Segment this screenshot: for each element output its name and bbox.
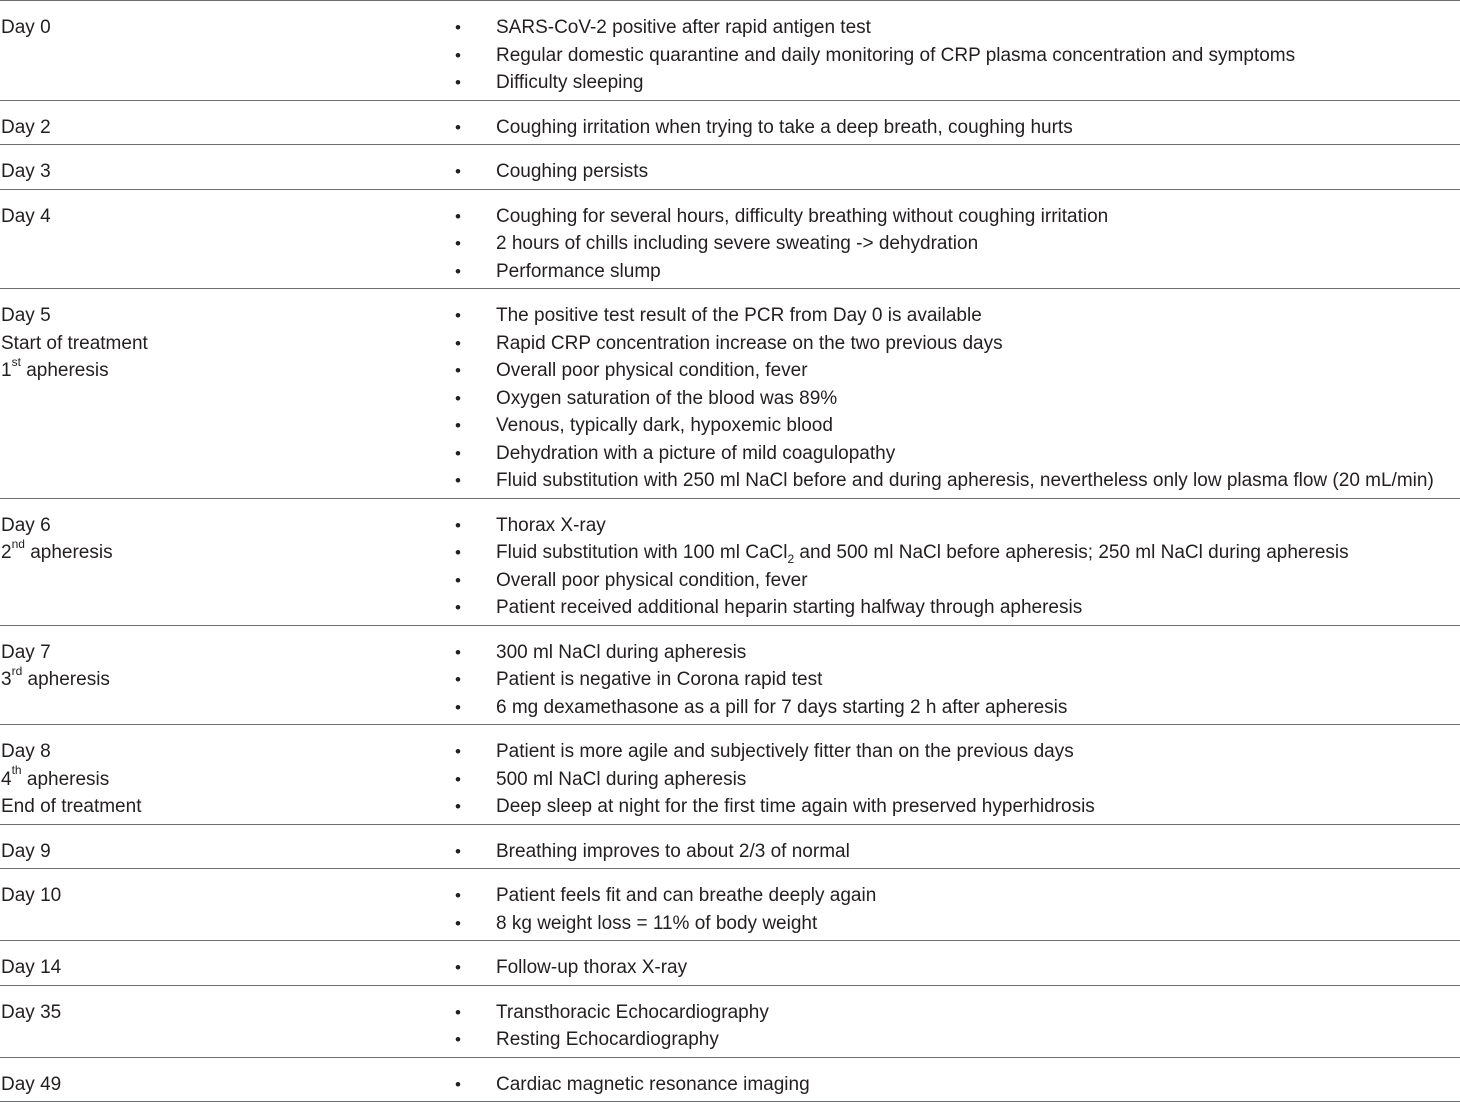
event-list-item (455, 1026, 1460, 1054)
day-label-text: apheresis (25, 542, 113, 563)
day-label-cell (1, 738, 441, 821)
day-label-line (1, 1071, 441, 1099)
event-text: Patient is more agile and subjectively fitter than on the previous days (496, 738, 1074, 766)
event-text-part: and 500 ml NaCl before apheresis; 250 ml NaCl during apheresis (794, 542, 1348, 563)
event-list-item (455, 1071, 1460, 1099)
day-label-line (1, 114, 441, 142)
events-cell (455, 512, 1460, 622)
event-text: Oxygen saturation of the blood was 89% (496, 385, 837, 413)
event-list-item (455, 999, 1460, 1027)
ordinal-suffix: th (12, 763, 22, 777)
day-label-line (1, 302, 441, 330)
timeline-row-inner (0, 190, 1460, 289)
events-cell (455, 838, 1460, 866)
day-label-line (1, 203, 441, 231)
events-cell (455, 999, 1460, 1054)
day-label-text: Day 0 (1, 17, 51, 38)
bullet-icon: • (455, 694, 467, 722)
day-label-text: Day 14 (1, 957, 61, 978)
bullet-icon: • (455, 539, 467, 567)
timeline-row (0, 869, 1460, 941)
day-label-cell (1, 999, 441, 1027)
timeline-row-inner (0, 1, 1460, 100)
day-label-text: apheresis (22, 769, 110, 790)
day-label-cell (1, 882, 441, 910)
day-label-line (1, 838, 441, 866)
event-text: Cardiac magnetic resonance imaging (496, 1071, 810, 1099)
day-label-text: Day 49 (1, 1074, 61, 1095)
event-list-item (455, 512, 1460, 540)
day-label-line (1, 357, 441, 385)
timeline-row (0, 626, 1460, 726)
event-list-item (455, 14, 1460, 42)
bullet-icon: • (455, 999, 467, 1027)
event-text: Resting Echocardiography (496, 1026, 719, 1054)
bullet-icon: • (455, 882, 467, 910)
event-text: Transthoracic Echocardiography (496, 999, 769, 1027)
events-cell (455, 882, 1460, 937)
event-list-item (455, 882, 1460, 910)
events-cell (455, 203, 1460, 286)
event-list-item (455, 766, 1460, 794)
event-text: Deep sleep at night for the first time again with preserved hyperhidrosis (496, 793, 1095, 821)
timeline-row-inner (0, 145, 1460, 189)
event-list-item (455, 838, 1460, 866)
event-text: Dehydration with a picture of mild coagulopathy (496, 440, 895, 468)
event-list-item (455, 42, 1460, 70)
event-text-part: Fluid substitution with 100 ml CaCl (496, 542, 787, 563)
day-label-line (1, 766, 441, 794)
day-label-cell (1, 14, 441, 42)
event-text: Patient received additional heparin starting halfway through apheresis (496, 594, 1082, 622)
event-list-item (455, 69, 1460, 97)
day-label-text: Day 4 (1, 206, 51, 227)
event-list-item (455, 666, 1460, 694)
event-text: Overall poor physical condition, fever (496, 357, 808, 385)
event-list-item (455, 158, 1460, 186)
day-label-text: Day 3 (1, 161, 51, 182)
bullet-icon: • (455, 412, 467, 440)
event-list-item (455, 793, 1460, 821)
timeline-row (0, 145, 1460, 190)
event-list-item (455, 203, 1460, 231)
day-label-text: End of treatment (1, 796, 141, 817)
bullet-icon: • (455, 467, 467, 495)
day-label-line (1, 738, 441, 766)
timeline-row (0, 725, 1460, 825)
events-cell (455, 954, 1460, 982)
timeline-row-inner (0, 626, 1460, 725)
day-label-cell (1, 302, 441, 385)
ordinal-suffix: nd (12, 537, 25, 551)
timeline-row (0, 0, 1460, 101)
events-cell (455, 14, 1460, 97)
timeline-row (0, 190, 1460, 290)
event-text: 8 kg weight loss = 11% of body weight (496, 910, 817, 938)
event-list-item (455, 467, 1460, 495)
event-text: Breathing improves to about 2/3 of normal (496, 838, 850, 866)
day-label-text: Day 8 (1, 741, 51, 762)
timeline-row-inner (0, 869, 1460, 940)
day-label-line (1, 954, 441, 982)
timeline-row-inner (0, 499, 1460, 625)
event-text: The positive test result of the PCR from Day 0 is available (496, 302, 982, 330)
event-text: 6 mg dexamethasone as a pill for 7 days starting 2 h after apheresis (496, 694, 1067, 722)
event-text: SARS-CoV-2 positive after rapid antigen test (496, 14, 871, 42)
event-text: 2 hours of chills including severe sweating -> dehydration (496, 230, 978, 258)
timeline-row-inner (0, 289, 1460, 498)
event-text: Thorax X-ray (496, 512, 606, 540)
bullet-icon: • (455, 838, 467, 866)
day-label-cell (1, 954, 441, 982)
event-text: Coughing persists (496, 158, 648, 186)
ordinal-number: 2 (1, 542, 12, 563)
events-cell (455, 302, 1460, 495)
timeline-row (0, 941, 1460, 986)
event-list-item (455, 357, 1460, 385)
timeline-row (0, 986, 1460, 1058)
bullet-icon: • (455, 357, 467, 385)
bullet-icon: • (455, 258, 467, 286)
events-cell (455, 114, 1460, 142)
event-text: Overall poor physical condition, fever (496, 567, 808, 595)
event-list-item (455, 694, 1460, 722)
event-list-item (455, 954, 1460, 982)
event-list-item (455, 330, 1460, 358)
day-label-text: Day 2 (1, 117, 51, 138)
event-list-item (455, 738, 1460, 766)
day-label-line (1, 882, 441, 910)
timeline-row-inner (0, 1058, 1460, 1102)
timeline-row (0, 825, 1460, 870)
day-label-cell (1, 838, 441, 866)
event-text: Follow-up thorax X-ray (496, 954, 687, 982)
bullet-icon: • (455, 567, 467, 595)
event-list-item (455, 412, 1460, 440)
day-label-text: Day 9 (1, 841, 51, 862)
ordinal-suffix: rd (12, 664, 23, 678)
bullet-icon: • (455, 1026, 467, 1054)
timeline-row-inner (0, 941, 1460, 985)
day-label-text: apheresis (22, 669, 110, 690)
event-list-item (455, 567, 1460, 595)
day-label-text: Day 5 (1, 305, 51, 326)
event-text: Rapid CRP concentration increase on the two previous days (496, 330, 1003, 358)
event-list-item (455, 385, 1460, 413)
event-text (496, 539, 1349, 567)
bullet-icon: • (455, 158, 467, 186)
ordinal-number: 4 (1, 769, 12, 790)
bullet-icon: • (455, 1071, 467, 1099)
events-cell (455, 158, 1460, 186)
day-label-line (1, 330, 441, 358)
day-label-text: Day 10 (1, 885, 61, 906)
timeline-row (0, 101, 1460, 146)
bullet-icon: • (455, 302, 467, 330)
event-list-item (455, 230, 1460, 258)
day-label-text: apheresis (21, 360, 109, 381)
bullet-icon: • (455, 954, 467, 982)
event-text: Performance slump (496, 258, 661, 286)
event-text: 300 ml NaCl during apheresis (496, 639, 746, 667)
events-cell (455, 1071, 1460, 1099)
bullet-icon: • (455, 230, 467, 258)
day-label-line (1, 512, 441, 540)
timeline-row-inner (0, 101, 1460, 145)
event-list-item (455, 539, 1460, 567)
day-label-line (1, 639, 441, 667)
timeline-row-inner (0, 825, 1460, 869)
bullet-icon: • (455, 793, 467, 821)
bullet-icon: • (455, 738, 467, 766)
bullet-icon: • (455, 666, 467, 694)
event-text: Patient feels fit and can breathe deeply again (496, 882, 876, 910)
timeline-row-inner (0, 725, 1460, 824)
ordinal-suffix: st (12, 355, 21, 369)
day-label-text: Day 6 (1, 515, 51, 536)
event-list-item (455, 302, 1460, 330)
timeline-row (0, 289, 1460, 499)
bullet-icon: • (455, 639, 467, 667)
day-label-text: Start of treatment (1, 333, 148, 354)
day-label-line (1, 158, 441, 186)
day-label-text: Day 35 (1, 1002, 61, 1023)
day-label-text: Day 7 (1, 642, 51, 663)
event-text: Fluid substitution with 250 ml NaCl before and during apheresis, nevertheless only low plasma flow (20 mL/min) (496, 467, 1434, 495)
day-label-cell (1, 639, 441, 694)
event-text: Regular domestic quarantine and daily monitoring of CRP plasma concentration and symptoms (496, 42, 1295, 70)
bullet-icon: • (455, 385, 467, 413)
day-label-line (1, 793, 441, 821)
bullet-icon: • (455, 594, 467, 622)
event-text: Difficulty sleeping (496, 69, 644, 97)
day-label-line (1, 14, 441, 42)
event-list-item (455, 639, 1460, 667)
event-list-item (455, 910, 1460, 938)
chemical-subscript: 2 (787, 552, 794, 566)
day-label-cell (1, 1071, 441, 1099)
bullet-icon: • (455, 42, 467, 70)
day-label-cell (1, 512, 441, 567)
day-label-line (1, 666, 441, 694)
bullet-icon: • (455, 114, 467, 142)
timeline-row (0, 499, 1460, 626)
event-list-item (455, 258, 1460, 286)
event-text: Coughing irritation when trying to take a deep breath, coughing hurts (496, 114, 1073, 142)
events-cell (455, 639, 1460, 722)
day-label-line (1, 539, 441, 567)
bullet-icon: • (455, 766, 467, 794)
day-label-cell (1, 114, 441, 142)
bullet-icon: • (455, 512, 467, 540)
bullet-icon: • (455, 910, 467, 938)
event-text: 500 ml NaCl during apheresis (496, 766, 746, 794)
bullet-icon: • (455, 14, 467, 42)
bullet-icon: • (455, 440, 467, 468)
ordinal-number: 1 (1, 360, 12, 381)
events-cell (455, 738, 1460, 821)
day-label-line (1, 999, 441, 1027)
event-list-item (455, 440, 1460, 468)
bullet-icon: • (455, 330, 467, 358)
timeline-row (0, 1058, 1460, 1102)
day-label-cell (1, 203, 441, 231)
bullet-icon: • (455, 203, 467, 231)
timeline-row-inner (0, 986, 1460, 1057)
event-list-item (455, 114, 1460, 142)
ordinal-number: 3 (1, 669, 12, 690)
event-text: Venous, typically dark, hypoxemic blood (496, 412, 833, 440)
event-text: Coughing for several hours, difficulty breathing without coughing irritation (496, 203, 1108, 231)
day-label-cell (1, 158, 441, 186)
event-list-item (455, 594, 1460, 622)
event-text: Patient is negative in Corona rapid test (496, 666, 822, 694)
bullet-icon: • (455, 69, 467, 97)
